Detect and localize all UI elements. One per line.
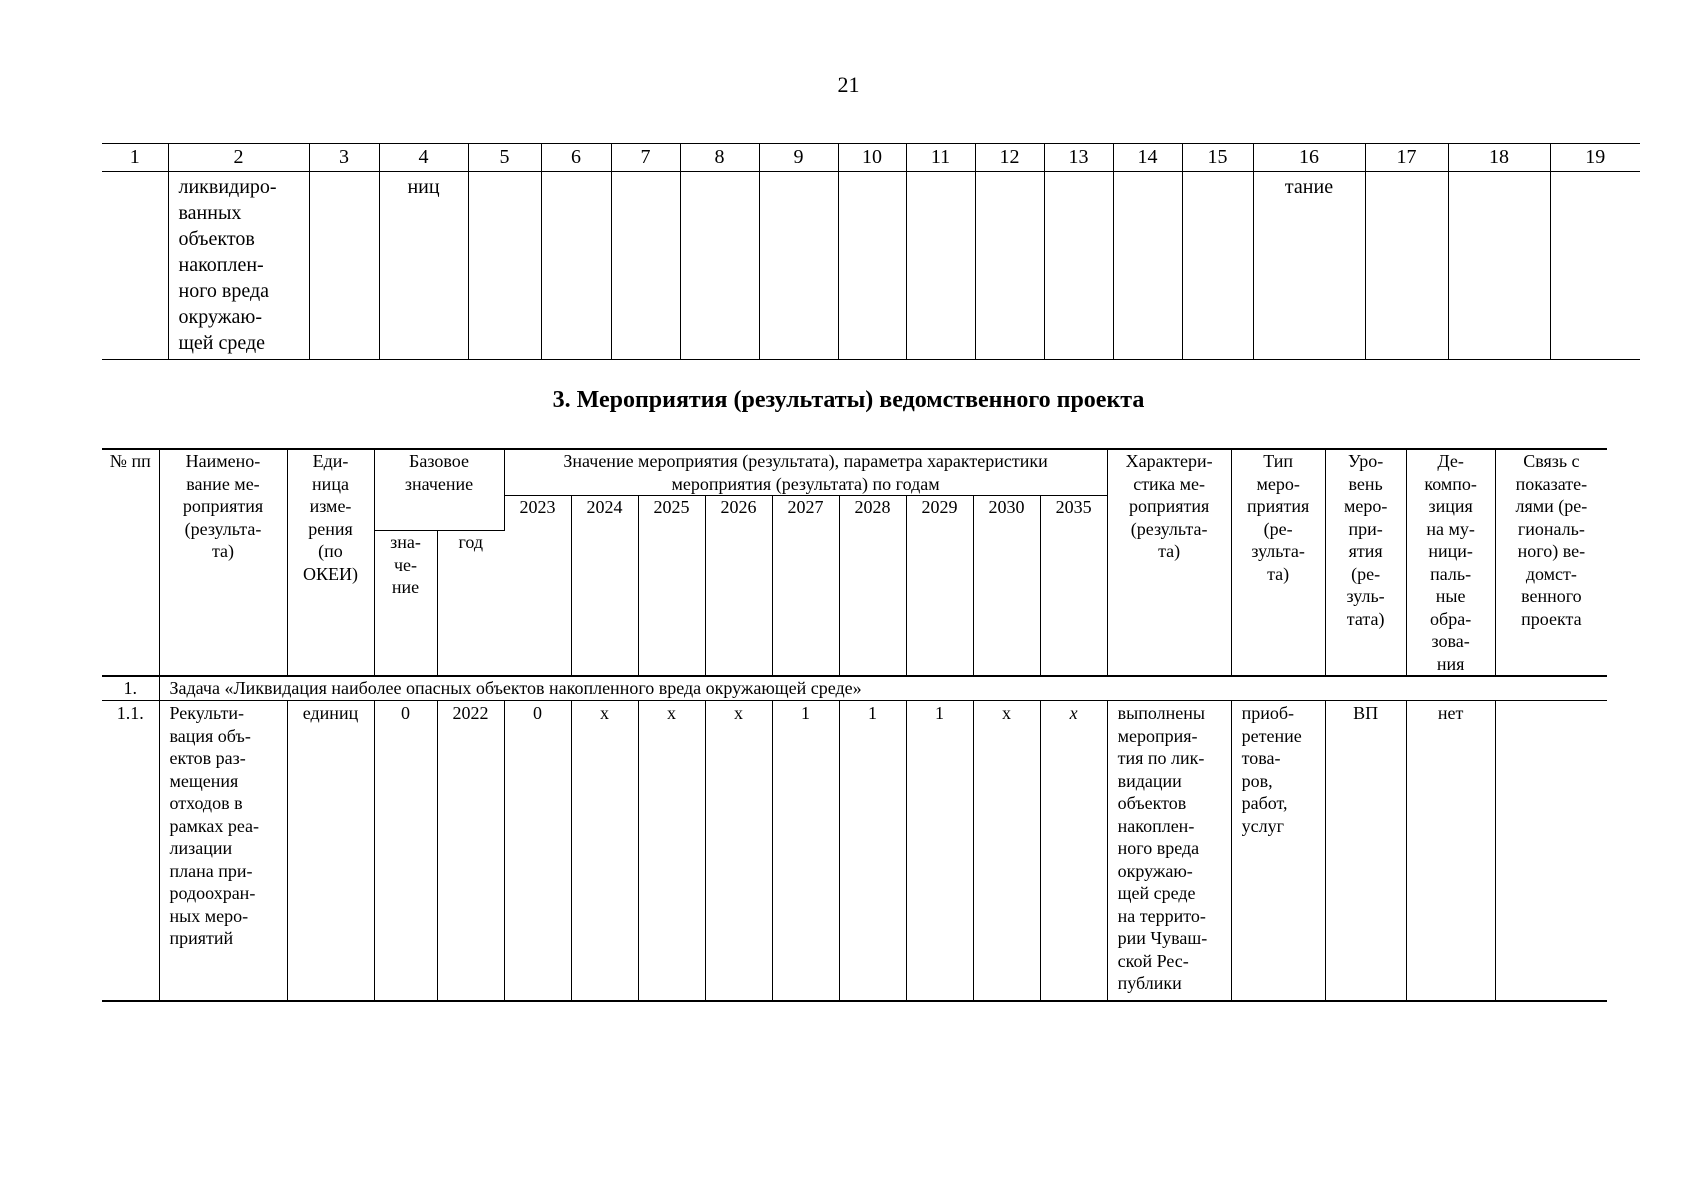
header-characteristic: Характери- стика ме- роприятия (результа- та) [1107,449,1231,676]
measure-name: Рекульти- вация объ- ектов раз- мещения отходов в рамках реа- лизации плана при- родоохран- ных меро- приятий [159,701,287,1002]
column-number: 5 [468,144,541,172]
measures-table [102,448,1607,1002]
value-2024: x [571,701,638,1002]
column-number: 2 [168,144,309,172]
year-header: 2035 [1040,496,1107,677]
table-cell [1365,172,1448,360]
table-row [102,701,1607,1002]
table-cell [1550,172,1640,360]
table-cell [680,172,759,360]
year-header: 2026 [705,496,772,677]
header-level: Уро- вень меро- при- ятия (ре- зуль- тата) [1325,449,1406,676]
column-number: 16 [1253,144,1365,172]
year-header: 2029 [906,496,973,677]
table-cell [1182,172,1253,360]
header-num: № пп [102,449,159,676]
measure-characteristic: выполнены мероприя- тия по лик- видации объектов накоплен- ного вреда окружаю- щей среде на террито- рии Чуваш- ской Рес- публики [1107,701,1231,1002]
value-2029: 1 [906,701,973,1002]
column-number: 12 [975,144,1044,172]
column-number: 18 [1448,144,1550,172]
value-2027: 1 [772,701,839,1002]
value-2035: x [1040,701,1107,1002]
table-cell [838,172,906,360]
unit-cell: ниц [379,172,468,360]
measure-base-value: 0 [374,701,437,1002]
measure-base-year: 2022 [437,701,504,1002]
header-values: Значение мероприятия (результата), параметра характеристики мероприятия (результата) по годам [504,449,1107,496]
year-header: 2025 [638,496,705,677]
column-number: 8 [680,144,759,172]
column-number: 10 [838,144,906,172]
column-number: 4 [379,144,468,172]
value-2023: 0 [504,701,571,1002]
column-number: 6 [541,144,611,172]
table-row [102,172,1640,360]
header-base-year: год [437,531,504,677]
column-number: 11 [906,144,975,172]
column-number: 13 [1044,144,1113,172]
task-num: 1. [102,676,159,701]
column-number: 15 [1182,144,1253,172]
column-number: 14 [1113,144,1182,172]
header-decomposition: Де- компо- зиция на му- ници- паль- ные обра- зова- ния [1406,449,1495,676]
header-type: Тип меро- приятия (ре- зульта- та) [1231,449,1325,676]
table-cell [541,172,611,360]
value-2025: x [638,701,705,1002]
section-title: 3. Мероприятия (результаты) ведомственного проекта [552,387,1145,413]
measure-decomposition: нет [1406,701,1495,1002]
value-2030: x [973,701,1040,1002]
year-header: 2028 [839,496,906,677]
task-row [102,676,1607,701]
table-cell [468,172,541,360]
header-row [102,449,1607,496]
table-cell [309,172,379,360]
continuation-table [102,143,1640,360]
value-2026: x [705,701,772,1002]
column-number: 1 [102,144,168,172]
table-cell [102,172,168,360]
measure-link [1495,701,1607,1002]
task-text: Задача «Ликвидация наиболее опасных объектов накопленного вреда окружающей среде» [159,676,1607,701]
column-number: 17 [1365,144,1448,172]
measure-level: ВП [1325,701,1406,1002]
table-cell-col16: тание [1253,172,1365,360]
column-number: 19 [1550,144,1640,172]
table-cell [1044,172,1113,360]
year-header: 2027 [772,496,839,677]
table-cell [1448,172,1550,360]
measure-type: приоб- ретение това- ров, работ, услуг [1231,701,1325,1002]
table-cell [1113,172,1182,360]
year-header: 2024 [571,496,638,677]
header-name: Наимено- вание ме- роприятия (результа- та) [159,449,287,676]
table-cell [759,172,838,360]
header-link: Связь с показате- лями (ре- гиональ- ного) ве- домст- венного проекта [1495,449,1607,676]
header-unit: Еди- ница изме- рения (по ОКЕИ) [287,449,374,676]
table-cell [906,172,975,360]
measure-unit: единиц [287,701,374,1002]
page-number: 21 [837,72,860,97]
table-cell [975,172,1044,360]
column-number: 3 [309,144,379,172]
header-base-value: зна- че- ние [374,531,437,677]
column-number-row [102,144,1640,172]
row-num: 1.1. [102,701,159,1002]
value-2028: 1 [839,701,906,1002]
table-cell [611,172,680,360]
column-number: 7 [611,144,680,172]
header-base: Базовое значение [374,449,504,531]
year-header: 2030 [973,496,1040,677]
year-header: 2023 [504,496,571,677]
column-number: 9 [759,144,838,172]
indicator-name-cell: ликвидиро- ванных объектов накоплен- ного вреда окружаю- щей среде [168,172,309,360]
